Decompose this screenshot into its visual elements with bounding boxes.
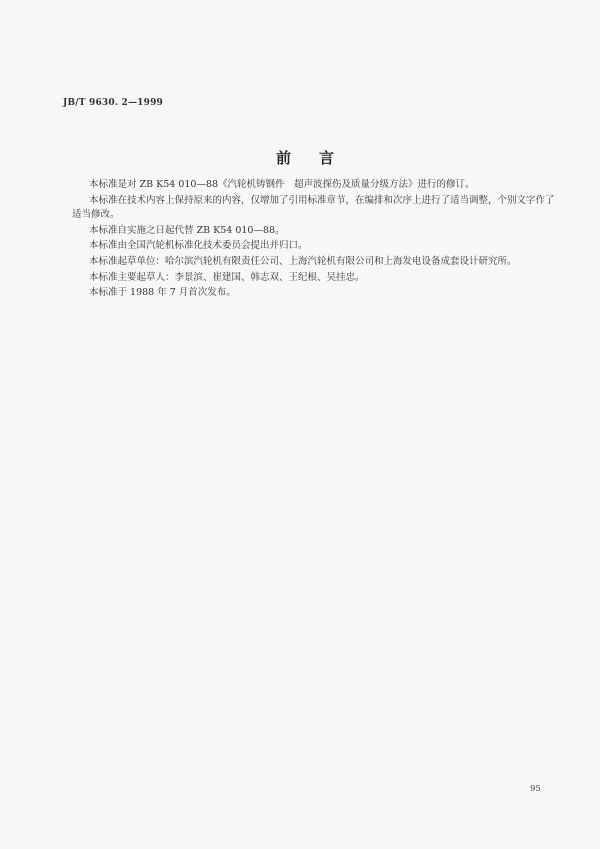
paragraph-proposer: 本标准由全国汽轮机标准化技术委员会提出并归口。 xyxy=(89,240,308,252)
paragraph-technical-content: 本标准在技术内容上保持原来的内容，仅增加了引用标准章节，在编排和次序上进行了适当调整，个别文字作了适当修改。 xyxy=(72,194,555,221)
paragraph-replacement: 本标准自实施之日起代替 ZB K54 010—88。 xyxy=(89,224,285,236)
page-title: 前言 xyxy=(275,149,362,167)
paragraph-revision: 本标准是对 ZB K54 010—88《汽轮机铸钢件 超声波探伤及质量分级方法》进行的修订。 xyxy=(89,179,475,190)
standard-code: JB/T 9630. 2—1999 xyxy=(63,98,164,108)
paragraph-drafting-units: 本标准起草单位：哈尔滨汽轮机有限责任公司、上海汽轮机有限公司和上海发电设备成套设计研究所。 xyxy=(89,255,517,267)
page-number: 95 xyxy=(530,784,541,794)
paragraph-drafters: 本标准主要起草人：李景滨、崔建国、韩志双、王纪根、吴挂忠。 xyxy=(89,271,365,283)
foreword-body xyxy=(72,178,558,302)
paragraph-first-release: 本标准于 1988 年 7 月首次发布。 xyxy=(89,287,236,299)
